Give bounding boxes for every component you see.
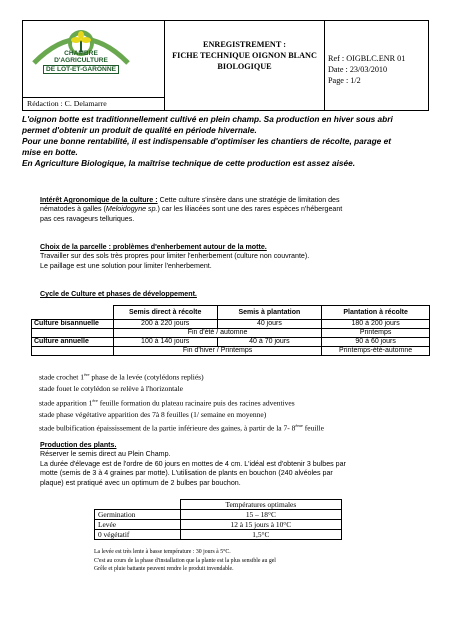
header-divider [23, 97, 164, 98]
interet-agronomique-section: Intérêt Agronomique de la culture : Cette culture s'insère dans une stratégie de limitation des nématodes à galles (Meloidogyne sp.) car les liliacées sont une des rares espèces n'hébergeant pas ces ravageurs telluriques. [40, 196, 343, 223]
list-item: stade bulbification épaississement de la partie inférieure des gaines, à partir de la 7- 8ème feuille [39, 423, 324, 433]
page-number: Page : 1/2 [328, 76, 361, 85]
table-row: Culture annuelle 100 à 140 jours 40 à 70 jours 90 à 60 jours [32, 338, 430, 347]
temperature-table [94, 499, 342, 540]
reference-code: Ref : OIGBLC.ENR 01 [328, 54, 406, 63]
stades-list [39, 369, 324, 434]
table-row: Germination 15 – 18°C [95, 510, 342, 520]
list-item: stade phase végétative apparition des 7à 8 feuilles (1/ semaine en moyenne) [39, 409, 267, 419]
table-row: Levée 12 à 15 jours à 10°C [95, 520, 342, 530]
logo-text: CHAMBRE D'AGRICULTURE DE LOT-ET-GARONNE [26, 50, 136, 74]
table-row: Culture bisannuelle 200 à 220 jours 40 jours 180 à 200 jours [32, 320, 430, 329]
column-header: Semis direct à récolte [113, 306, 217, 320]
cycle-table [31, 305, 430, 356]
section-heading: Production des plants. [40, 441, 117, 449]
list-item: stade crochet 1ère phase de la levée (cotylédons repliés) [39, 372, 204, 382]
section-heading: Intérêt Agronomique de la culture : [40, 196, 158, 204]
table-row: Fin d'été / automne Printemps [32, 329, 430, 338]
table-header-row [95, 500, 342, 510]
column-header: Semis à plantation [217, 306, 322, 320]
notes-block: La levée est très lente à basse température : 30 jours à 5°C. C'est au cours de la phase d'installation que la plante est la plus sensible au gel Grêle et pluie battante peuvent rendre le produit invendable. [94, 549, 276, 572]
section-heading: Choix de la parcelle : problèmes d'enherbement autour de la motte. [40, 243, 267, 251]
production-plants-section: Production des plants. Réserver le semis direct au Plein Champ. La durée d'élevage est de l'ordre de 60 jours en mottes de 4 cm. L'idéal est d'obtenir 3 bulbes par motte (semis de 3 à 4 graines par motte). L'utilisation de plants en bouchon (240 alvéoles par plaque) est pratiqué avec un optimum de 2 bulbes par bouchon. [40, 441, 435, 488]
column-header: Températures optimales [180, 500, 341, 510]
reference-block [328, 53, 428, 86]
list-item: stade fouet le cotylédon se relève à l'horizontale [39, 384, 183, 393]
chambre-agriculture-logo [26, 23, 136, 75]
list-item: stade apparition 1ère feuille formation du plateau racinaire puis des racines adventives [39, 397, 295, 407]
column-header: Plantation à récolte [322, 306, 430, 320]
intro-paragraph: L'oignon botte est traditionnellement cultivé en plein champ. Sa production en hiver sous abri permet d'obtenir un produit de qualité en période hivernale. Pour une bonne rentabilité, il est indispensable d'optimiser les chantiers de récolte, parage et mise en botte. En Agriculture Biologique, la maîtrise technique de cette production est assez aisée. [22, 114, 393, 168]
document-title: ENREGISTREMENT : FICHE TECHNIQUE OIGNON BLANC BIOLOGIQUE [172, 40, 317, 71]
table-header-row [32, 306, 430, 320]
header-divider [324, 21, 325, 110]
document-date: Date : 23/03/2010 [328, 65, 388, 74]
redaction-author: Rédaction : C. Delamarre [27, 99, 107, 108]
table-row: 0 végétatif 1,5°C [95, 530, 342, 540]
table-row: Fin d'hiver / Printemps Printemps-été-automne [32, 347, 430, 356]
cycle-heading: Cycle de Culture et phases de développement. [40, 290, 197, 298]
choix-parcelle-section: Choix de la parcelle : problèmes d'enherbement autour de la motte. Travailler sur des sols très propres pour limiter l'enherbement (culture non couvrante). Le paillage est une solution pour limiter l'enherbement. [40, 243, 435, 271]
